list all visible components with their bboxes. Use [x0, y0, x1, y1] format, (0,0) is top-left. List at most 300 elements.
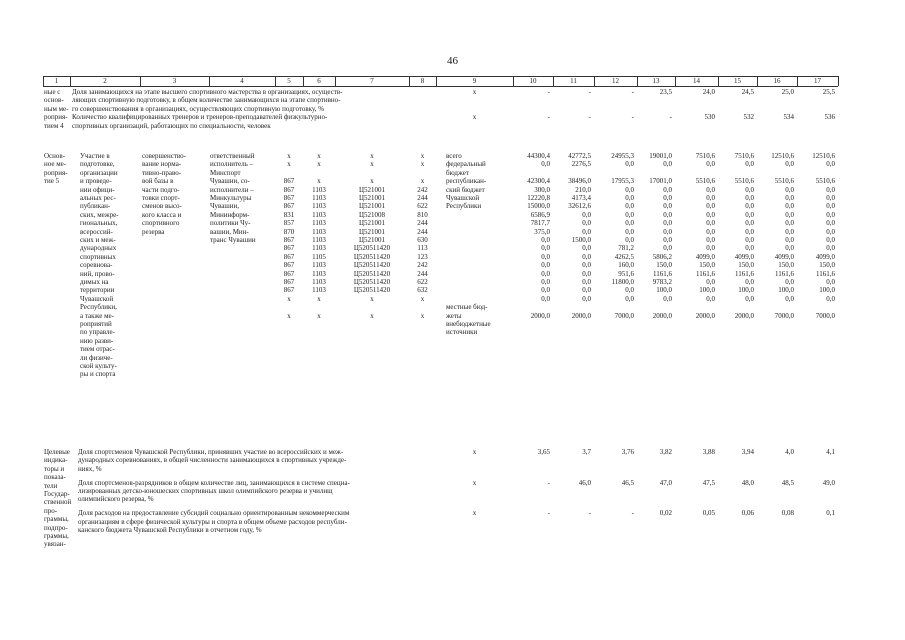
value-cell: 4,1 [826, 448, 835, 456]
value-cell: 17955,3 [611, 177, 634, 186]
value-cell: 0,0 [826, 227, 835, 236]
value-cell: 0,0 [541, 236, 550, 244]
budget-code: 1103 [312, 236, 326, 244]
value-cell: 0,0 [826, 210, 835, 219]
value-cell: 0,0 [706, 219, 715, 228]
value-cell: 7000,0 [614, 311, 634, 320]
column-header: 7 [370, 77, 374, 85]
value-cell: 300,0 [534, 185, 550, 194]
value-cell: 0,0 [663, 219, 672, 228]
event-task: тивно-право- [142, 168, 182, 177]
budget-code: 867 [283, 269, 295, 278]
value-cell: 0,0 [625, 219, 634, 228]
value-cell: 3,7 [582, 448, 591, 456]
event-task: спортивного [142, 219, 180, 228]
budget-code: 1103 [312, 286, 326, 295]
targets-label: Целевые [44, 448, 70, 456]
budget-code: 1103 [312, 269, 326, 278]
event-name: а также ме- [80, 311, 114, 320]
column-header: 1 [54, 77, 59, 85]
value-cell: 0,0 [663, 236, 672, 244]
budget-code: 867 [283, 185, 295, 194]
event-executor: Чувашии, со- [210, 177, 250, 186]
value-cell: 5510,6 [774, 177, 794, 186]
funding-source: Республики [446, 202, 482, 211]
budget-code: x [420, 177, 425, 186]
value-cell: 0,0 [582, 219, 591, 228]
funding-source: Чувашской [446, 194, 480, 202]
value-cell: 7510,6 [695, 152, 715, 160]
value-cell: 0,0 [582, 278, 591, 286]
budget-code: 867 [283, 286, 295, 295]
value-cell: 7510,6 [734, 152, 754, 160]
value-cell: 15000,0 [527, 202, 550, 211]
value-cell: 0,0 [582, 261, 591, 270]
event-name: ской культу- [80, 362, 117, 370]
value-cell: 0,0 [785, 278, 794, 286]
value-cell: 7000,0 [815, 311, 835, 320]
indicator-text: ляющих спортивную подготовку, в общем количестве занимающихся на этапе спортивно- [72, 96, 341, 105]
value-cell: - [669, 113, 672, 122]
value-cell: 0,0 [582, 294, 591, 303]
event-name: ских и меж- [80, 236, 116, 244]
budget-code: x [420, 152, 425, 160]
value-cell: - [588, 509, 591, 518]
value-cell: 3,94 [741, 448, 754, 456]
value-cell: 0,0 [826, 294, 835, 303]
budget-code: 123 [417, 252, 428, 261]
value-cell: 0,0 [625, 210, 634, 219]
value-cell: 100,0 [699, 286, 715, 295]
value-cell: - [631, 509, 634, 518]
budget-code: 867 [283, 236, 295, 244]
value-cell: 0,0 [663, 185, 672, 194]
row-label: ные с [44, 88, 61, 96]
targets-label: показа- [44, 473, 66, 482]
budget-code: 244 [417, 227, 428, 236]
event-task: товки спорт- [142, 194, 180, 202]
value-cell: 4099,0 [815, 252, 835, 261]
budget-code: Ц520511420 [353, 269, 391, 278]
value-cell: 1161,6 [735, 269, 754, 278]
funding-source: жеты [446, 311, 462, 320]
budget-code: 244 [417, 219, 428, 228]
target-indicator-text: Доля спортсменов-разрядников в общем количестве лиц, занимающихся в системе специа- [78, 478, 350, 487]
value-cell: - [588, 113, 591, 122]
budget-code: x [420, 311, 425, 320]
targets-label: индика- [44, 456, 68, 465]
budget-code: Ц521001 [358, 202, 386, 211]
budget-code: Ц521001 [358, 236, 386, 244]
value-cell: 2000,0 [530, 311, 550, 320]
value-cell: - [631, 88, 634, 96]
value-cell: 0,0 [625, 202, 634, 211]
value-cell: 3,88 [702, 448, 715, 456]
value-cell: 25,0 [781, 88, 794, 96]
value-cell: 951,6 [618, 269, 634, 278]
value-cell: 210,0 [575, 185, 591, 194]
event-executor: Чувашии, [210, 202, 240, 211]
value-cell: 375,0 [534, 227, 550, 236]
value-cell: 12510,6 [771, 152, 794, 160]
value-cell: 0,0 [625, 294, 634, 303]
value-cell: 0,0 [582, 227, 591, 236]
row-label: ным ме- [44, 104, 69, 113]
value-cell: 0,0 [785, 227, 794, 236]
column-header: 5 [287, 77, 291, 85]
value-cell: 532 [743, 113, 754, 122]
event-name: и проведе- [80, 177, 112, 186]
event-label: Основ- [44, 152, 66, 160]
value-cell: 17001,0 [649, 177, 672, 186]
value-cell: 1161,6 [696, 269, 715, 278]
value-cell: 0,0 [826, 219, 835, 228]
value-cell: 0,0 [745, 227, 754, 236]
event-executor: вашии, Мин- [210, 227, 249, 236]
value-cell: 12510,6 [812, 152, 835, 160]
budget-code: 242 [417, 261, 428, 270]
value-cell: 150,0 [819, 261, 835, 270]
event-name: роприятий [80, 320, 112, 328]
value-cell: 0,0 [785, 210, 794, 219]
event-task: части подго- [142, 185, 180, 194]
target-indicator-text: Доля расходов на предоставление субсидий социально ориентированным некоммерческим [78, 509, 350, 518]
budget-code: x [317, 177, 321, 186]
target-indicator-text: лизированных детско-юношеских спортивных школ олимпийского резерва и училищ [78, 487, 333, 495]
value-cell: - [588, 88, 591, 96]
value-cell: 0,0 [706, 202, 715, 211]
budget-source: x [472, 509, 477, 518]
indicator-text: спортивных организаций, работающих по специальности, человек [72, 121, 271, 130]
event-name: ний, прово- [80, 269, 115, 278]
value-cell: 4099,0 [695, 252, 715, 261]
value-cell: 2000,0 [734, 311, 754, 320]
budget-code: 622 [417, 278, 428, 286]
column-header: 15 [734, 77, 741, 85]
value-cell: 0,0 [663, 210, 672, 219]
value-cell: 0,0 [785, 202, 794, 211]
budget-code: 1103 [312, 202, 326, 211]
value-cell: 48,0 [741, 478, 754, 487]
value-cell: 0,1 [826, 509, 835, 518]
budget-code: x [370, 160, 374, 169]
value-cell: 48,5 [781, 478, 794, 487]
value-cell: 25,5 [822, 88, 835, 96]
column-header: 2 [103, 77, 107, 85]
value-cell: 0,0 [745, 294, 754, 303]
value-cell: 23,5 [659, 88, 672, 96]
budget-code: x [317, 311, 321, 320]
row-label: тием 4 [44, 121, 64, 130]
value-cell: 24,5 [741, 88, 754, 96]
value-cell: 1161,6 [653, 269, 672, 278]
value-cell: 19001,0 [649, 152, 672, 160]
value-cell: 0,0 [663, 160, 672, 169]
value-cell: 0,0 [826, 244, 835, 253]
event-executor: Минспорт [210, 168, 241, 177]
table-rule [43, 86, 838, 87]
targets-label: про- [44, 506, 58, 515]
targets-label: торы и [44, 464, 65, 473]
budget-code: x [370, 177, 374, 186]
event-name: подготовке, [80, 160, 115, 169]
value-cell: 2000,0 [695, 311, 715, 320]
value-cell: 0,0 [785, 244, 794, 253]
value-cell: 46,5 [621, 478, 634, 487]
value-cell: 0,0 [625, 227, 634, 236]
value-cell: 47,5 [702, 478, 715, 487]
value-cell: 32612,6 [568, 202, 591, 211]
value-cell: 0,0 [785, 185, 794, 194]
value-cell: 38496,0 [568, 177, 591, 186]
value-cell: 0,0 [745, 210, 754, 219]
column-header: 13 [652, 77, 660, 85]
funding-source: источники [446, 328, 478, 337]
funding-source: всего [446, 152, 462, 160]
target-indicator-text: дународных соревнованиях, в общей численности занимающихся в спортивных учрежде- [78, 456, 347, 465]
value-cell: 0,0 [785, 160, 794, 169]
value-cell: 0,0 [663, 244, 672, 253]
column-header: 16 [773, 77, 781, 85]
value-cell: 4262,5 [614, 252, 634, 261]
value-cell: 0,0 [625, 194, 634, 202]
value-cell: 0,0 [706, 194, 715, 202]
budget-code: x [287, 311, 291, 320]
budget-code: 867 [283, 252, 295, 261]
budget-code: Ц520511420 [353, 261, 391, 270]
value-cell: 0,0 [745, 202, 754, 211]
event-name: соревнова- [80, 261, 113, 270]
value-cell: 4,0 [785, 448, 794, 456]
value-cell: 3,65 [537, 448, 550, 456]
value-cell: 150,0 [699, 261, 715, 270]
value-cell: 781,2 [618, 244, 634, 253]
value-cell: 150,0 [656, 261, 672, 270]
value-cell: 0,0 [541, 261, 550, 270]
value-cell: 2000,0 [652, 311, 672, 320]
value-cell: 7000,0 [774, 311, 794, 320]
column-header: 9 [472, 77, 477, 85]
value-cell: 0,0 [625, 286, 634, 295]
event-name: димых на [80, 278, 109, 286]
event-task: сменов высо- [142, 202, 182, 211]
value-cell: 0,0 [745, 194, 754, 202]
value-cell: 0,0 [541, 294, 550, 303]
event-name: гиональных, [80, 219, 118, 228]
event-label: ное ме- [44, 160, 67, 169]
event-executor: исполнитель – [210, 160, 254, 169]
budget-code: x [420, 294, 425, 303]
value-cell: 0,0 [826, 236, 835, 244]
event-label: роприя- [44, 168, 68, 177]
event-name: Республики, [80, 303, 117, 312]
event-name: дународных [80, 244, 117, 253]
budget-source: x [472, 88, 477, 96]
event-name: нию разви- [80, 336, 114, 345]
event-name: Участие в [80, 152, 110, 160]
event-name: ры и спорта [80, 370, 116, 379]
budget-code: x [287, 294, 291, 303]
target-indicator-text: ниях, % [78, 464, 102, 473]
budget-code: Ц521001 [358, 219, 386, 228]
event-task: резерва [142, 227, 165, 236]
event-executor: политики Чу- [210, 219, 251, 228]
value-cell: 0,0 [706, 210, 715, 219]
column-header: 8 [420, 77, 425, 85]
budget-code: 1103 [312, 261, 326, 270]
value-cell: - [547, 478, 550, 487]
value-cell: 0,05 [702, 509, 715, 518]
event-name: публикан- [80, 202, 111, 211]
budget-code: x [420, 160, 425, 169]
value-cell: 1500,0 [571, 236, 591, 244]
column-rule [838, 76, 839, 86]
value-cell: 0,0 [826, 185, 835, 194]
event-name: тием отрас- [80, 345, 115, 354]
event-task: совершенство- [142, 152, 186, 160]
value-cell: 44300,4 [527, 152, 550, 160]
value-cell: 5510,6 [695, 177, 715, 186]
budget-source: x [472, 448, 477, 456]
value-cell: 534 [783, 113, 794, 122]
budget-code: 1103 [312, 244, 326, 253]
budget-code: x [287, 160, 291, 169]
target-indicator-text: Доля спортсменов Чувашской Республики, принявших участие во всероссийских и меж- [78, 448, 344, 456]
targets-label: Государ- [44, 490, 70, 498]
value-cell: 530 [704, 113, 715, 122]
value-cell: 0,0 [582, 210, 591, 219]
budget-code: 244 [417, 269, 428, 278]
value-cell: 0,0 [582, 252, 591, 261]
budget-code: 632 [417, 286, 428, 295]
value-cell: 150,0 [738, 261, 754, 270]
budget-code: 1105 [312, 252, 326, 261]
value-cell: 0,0 [745, 236, 754, 244]
event-task: кого класса и [142, 210, 182, 219]
value-cell: 150,0 [778, 261, 794, 270]
value-cell: 0,0 [582, 269, 591, 278]
budget-code: 244 [417, 194, 428, 202]
value-cell: 0,0 [785, 236, 794, 244]
event-name: территории [80, 286, 115, 295]
value-cell: 0,0 [625, 185, 634, 194]
value-cell: 42772,5 [568, 152, 591, 160]
budget-code: 867 [283, 278, 295, 286]
event-executor: транс Чувашии [210, 236, 256, 244]
column-header: 12 [612, 77, 619, 85]
budget-source: x [472, 478, 477, 487]
budget-code: x [370, 311, 374, 320]
budget-code: 867 [283, 194, 295, 202]
budget-code: Ц521001 [358, 185, 386, 194]
value-cell: 0,0 [826, 278, 835, 286]
value-cell: 0,0 [826, 202, 835, 211]
column-header: 6 [317, 77, 321, 85]
value-cell: 24955,3 [611, 152, 634, 160]
event-task: вой базы в [142, 177, 174, 186]
budget-code: Ц521001 [358, 227, 386, 236]
value-cell: 0,0 [706, 160, 715, 169]
event-name: нии офици- [80, 185, 115, 194]
budget-code: 867 [283, 202, 295, 211]
funding-source: бюджет [446, 168, 469, 177]
event-name: спортивных [80, 252, 116, 261]
value-cell: 4173,4 [571, 194, 591, 202]
budget-code: 113 [417, 244, 428, 253]
value-cell: 0,0 [541, 286, 550, 295]
budget-code: 242 [417, 185, 428, 194]
value-cell: - [547, 509, 550, 518]
value-cell: 100,0 [656, 286, 672, 295]
value-cell: 0,0 [625, 236, 634, 244]
value-cell: 0,0 [541, 160, 550, 169]
event-label: тие 5 [44, 177, 60, 186]
budget-code: x [317, 152, 321, 160]
value-cell: 12220,8 [527, 194, 550, 202]
value-cell: 5510,6 [815, 177, 835, 186]
value-cell: 0,0 [706, 185, 715, 194]
value-cell: 0,0 [745, 160, 754, 169]
value-cell: 0,0 [663, 227, 672, 236]
budget-source: x [472, 113, 477, 122]
budget-code: 1103 [312, 185, 326, 194]
indicator-text: Количество квалифицированных тренеров и тренеров-преподавателей физкультурно- [72, 113, 328, 122]
funding-source: местные бюд- [446, 303, 488, 312]
event-name: организации [80, 168, 118, 177]
value-cell: 0,0 [706, 236, 715, 244]
value-cell: 3,82 [659, 448, 672, 456]
value-cell: 0,0 [582, 244, 591, 253]
value-cell: 0,0 [785, 219, 794, 228]
column-header: 11 [570, 77, 577, 85]
column-header: 3 [172, 77, 177, 85]
budget-code: x [370, 152, 374, 160]
budget-code: 630 [417, 236, 428, 244]
budget-code: 1103 [312, 194, 326, 202]
targets-label: подпро- [44, 523, 68, 532]
column-header: 4 [240, 77, 244, 85]
value-cell: 1161,6 [775, 269, 794, 278]
budget-code: 1103 [312, 278, 326, 286]
value-cell: - [547, 88, 550, 96]
value-cell: 11800,0 [611, 278, 634, 286]
target-indicator-text: организациям в сфере физической культуры и спорта в общем объеме расходов республи- [78, 517, 347, 526]
budget-code: 1103 [312, 219, 326, 228]
row-label: роприя- [44, 113, 68, 122]
value-cell: 0,08 [781, 509, 794, 518]
budget-code: 810 [417, 210, 428, 219]
value-cell: 0,0 [663, 194, 672, 202]
value-cell: 6586,9 [530, 210, 550, 219]
column-header: 17 [814, 77, 821, 85]
value-cell: 7817,7 [530, 219, 550, 228]
value-cell: 5806,2 [652, 252, 672, 261]
value-cell: 0,0 [706, 294, 715, 303]
row-label: основ- [44, 96, 64, 105]
targets-label: увязан- [44, 540, 66, 549]
value-cell: 2276,5 [571, 160, 591, 169]
budget-code: Ц520511420 [353, 278, 391, 286]
budget-code: Ц520511420 [353, 244, 391, 253]
budget-code: 867 [283, 244, 295, 253]
column-header: 14 [693, 77, 700, 85]
value-cell: 0,0 [745, 244, 754, 253]
target-indicator-text: олимпийского резерва, % [78, 495, 154, 504]
value-cell: 0,0 [745, 278, 754, 286]
event-name: ских, межре- [80, 210, 119, 219]
value-cell: 42300,4 [527, 177, 550, 186]
value-cell: 536 [824, 113, 835, 122]
